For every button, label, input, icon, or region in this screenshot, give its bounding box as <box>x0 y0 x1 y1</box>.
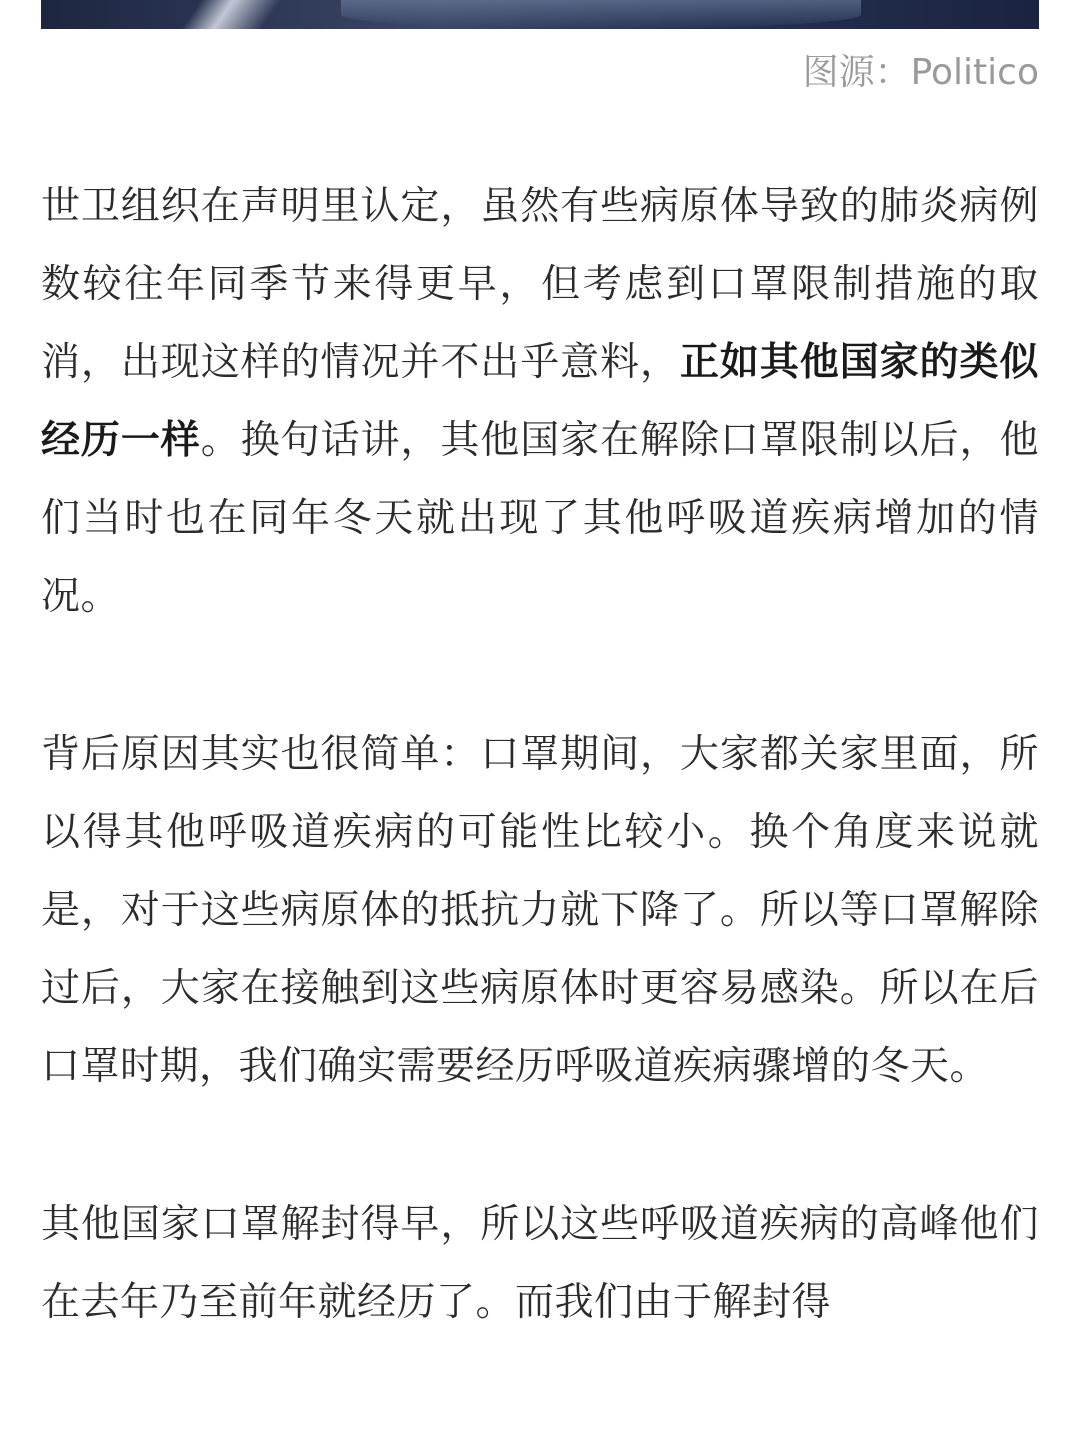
paragraph-1 <box>41 168 1039 636</box>
article-body <box>41 168 1039 1422</box>
paragraph-1-text-before: 世卫组织在声明里认定，虽然有些病原体导致的肺炎病例数较往年同季节来得更早，但考虑到口罩限制措施的取消，出现这样的情况并不出乎意料， <box>41 184 1039 385</box>
paragraph-2: 背后原因其实也很简单：口罩期间，大家都关家里面，所以得其他呼吸道疾病的可能性比较小。换个角度来说就是，对于这些病原体的抵抗力就下降了。所以等口罩解除过后，大家在接触到这些病原体时更容易感染。所以在后口罩时期，我们确实需要经历呼吸道疾病骤增的冬天。 <box>41 732 1039 1089</box>
paragraph-1-bold-text: 正如其他国家的类似经历一样 <box>41 340 1039 463</box>
image-sheen <box>341 0 861 29</box>
paragraph-3: 其他国家口罩解封得早，所以这些呼吸道疾病的高峰他们在去年乃至前年就经历了。而我们由于解封得 <box>41 1202 1039 1325</box>
image-glare <box>173 0 288 29</box>
paragraph-1-text-after: 。换句话讲，其他国家在解除口罩限制以后，他们当时也在同年冬天就出现了其他呼吸道疾病增加的情况。 <box>41 418 1039 619</box>
article-image[interactable] <box>41 0 1039 29</box>
image-caption: 图源：Politico <box>802 52 1039 93</box>
